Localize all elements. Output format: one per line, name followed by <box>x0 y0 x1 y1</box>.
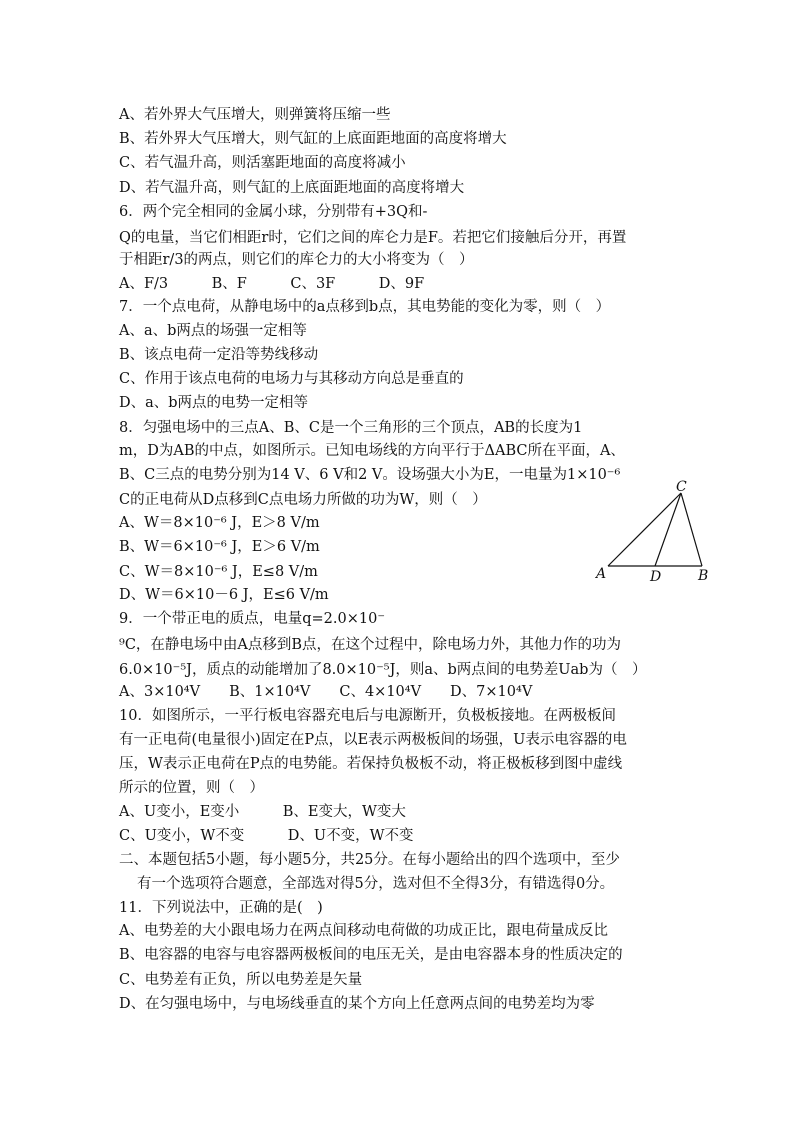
text-line: C、W＝8×10⁻⁶ J，E≤8 V/m <box>119 564 318 580</box>
text-line: 二、本题包括5小题，每小题5分，共25分。在每小题给出的四个选项中，至少 <box>119 852 620 868</box>
text-line: A、3×10⁴V B、1×10⁴V C、4×10⁴V D、7×10⁴V <box>119 684 533 700</box>
text-line: 压，W表示正电荷在P点的电势能。若保持负极板不动，将正极板移到图中虚线 <box>119 756 623 772</box>
text-line: Q的电量，当它们相距r时，它们之间的库仑力是F。若把它们接触后分开，再置 <box>119 230 627 246</box>
text-line: C、U变小，W不变 D、U不变，W不变 <box>119 828 414 844</box>
text-line: C、作用于该点电荷的电场力与其移动方向总是垂直的 <box>119 371 464 387</box>
text-line: D、在匀强电场中，与电场线垂直的某个方向上任意两点间的电势差均为零 <box>119 996 595 1012</box>
label-b: B <box>698 568 709 584</box>
text-line: A、若外界大气压增大，则弹簧将压缩一些 <box>119 107 391 123</box>
text-line: D、若气温升高，则气缸的上底面距地面的高度将增大 <box>119 180 465 196</box>
text-line: A、F/3 B、F C、3F D、9F <box>119 276 425 292</box>
text-line: 9．一个带正电的质点，电量q=2.0×10⁻ <box>119 611 385 627</box>
text-line: B、W＝6×10⁻⁶ J，E＞6 V/m <box>119 539 320 555</box>
text-line: A、U变小，E变小 B、E变大，W变大 <box>119 804 406 820</box>
label-d: D <box>650 569 662 585</box>
text-line: A、a、b两点的场强一定相等 <box>119 323 307 339</box>
text-line: 于相距r/3的两点，则它们的库仑力的大小将变为（ ） <box>119 252 474 268</box>
text-line: 11．下列说法中，正确的是( ) <box>119 900 323 916</box>
text-line: 有一个选项符合题意，全部选对得5分，选对但不全得3分，有错选得0分。 <box>137 876 615 892</box>
segment-bc <box>681 493 702 566</box>
text-line: 所示的位置，则（ ） <box>119 780 264 796</box>
text-line: 有一正电荷(电量很小)固定在P点，以E表示两极板间的场强，U表示电容器的电 <box>119 732 627 748</box>
text-line: 8．匀强电场中的三点A、B、C是一个三角形的三个顶点，AB的长度为1 <box>119 420 583 436</box>
text-line: 7．一个点电荷，从静电场中的a点移到b点，其电势能的变化为零，则（ ） <box>119 299 611 315</box>
text-line: A、W＝8×10⁻⁶ J，E＞8 V/m <box>119 515 320 531</box>
text-line: B、电容器的电容与电容器两极板间的电压无关，是由电容器本身的性质决定的 <box>119 947 623 963</box>
text-line: D、a、b两点的电势一定相等 <box>119 395 309 411</box>
text-line: B、该点电荷一定沿等势线移动 <box>119 347 319 363</box>
text-line: D、W＝6×10－6 J，E≤6 V/m <box>119 587 329 603</box>
text-line: C的正电荷从D点移到C点电场力所做的功为W，则（ ） <box>119 492 487 508</box>
text-line: ⁹C，在静电场中由A点移到B点，在这个过程中，除电场力外，其他力作的功为 <box>119 637 622 653</box>
segment-dc <box>655 493 681 566</box>
segment-ac <box>608 493 681 566</box>
triangle-figure <box>592 478 716 588</box>
text-line: 6．两个完全相同的金属小球，分别带有+3Q和- <box>119 204 428 220</box>
text-line: m，D为AB的中点，如图所示。已知电场线的方向平行于ΔABC所在平面，A、 <box>119 443 625 459</box>
text-line: A、电势差的大小跟电场力在两点间移动电荷做的功成正比，跟电荷量成反比 <box>119 923 608 939</box>
text-line: 10．如图所示，一平行板电容器充电后与电源断开，负极板接地。在两极板间 <box>119 708 616 724</box>
text-line: B、C三点的电势分别为14 V、6 V和2 V。设场强大小为E，一电量为1×10⁻⁶ <box>119 467 621 483</box>
text-line: C、若气温升高，则活塞距地面的高度将减小 <box>119 155 406 171</box>
text-line: 6.0×10⁻⁵J，质点的动能增加了8.0×10⁻⁵J，则a、b两点间的电势差Uab为（ ） <box>119 662 647 678</box>
label-c: C <box>676 479 687 495</box>
label-a: A <box>596 566 607 582</box>
text-line: B、若外界大气压增大，则气缸的上底面距地面的高度将增大 <box>119 131 507 147</box>
text-line: C、电势差有正负，所以电势差是矢量 <box>119 972 363 988</box>
